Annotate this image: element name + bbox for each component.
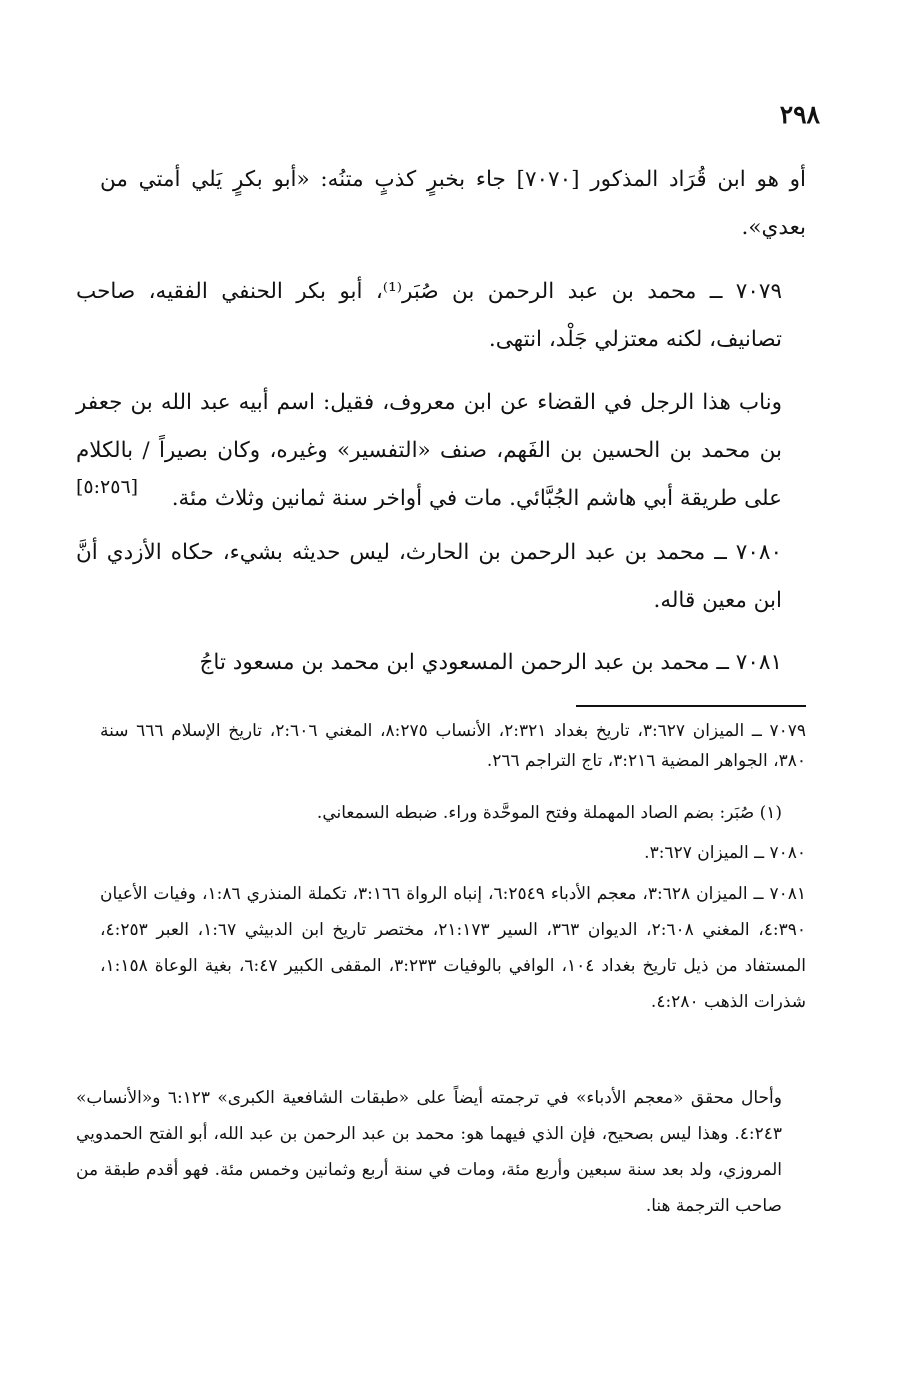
- margin-reference: [٥:٢٥٦]: [76, 476, 139, 498]
- footnote-note: وأحال محقق «معجم الأدباء» في ترجمته أيضاً على «طبقات الشافعية الكبرى» ٦:١٢٣ و«الأنساب» ٤:٢٤٣. وهذا ليس بصحيح، فإن الذي فيهما هو: محمد بن عبد الرحمن بن عبد الله، أبو الفتح الحمدويي المروزي، ولد بعد سنة سبعين وأربع مئة، ومات في سنة أربع وثمانين وخمس مئة. فهو أقدم طبقة من صاحب الترجمة هنا.: [76, 1088, 782, 1216]
- page-number: ٢٩٨: [779, 100, 820, 129]
- entry-7080: ٧٠٨٠ ــ محمد بن عبد الرحمن بن الحارث، ليس حديثه بشيء، حكاه الأزدي أنَّ ابن معين قاله.: [76, 540, 782, 613]
- paragraph-1: أو هو ابن قُرَاد المذكور [٧٠٧٠] جاء بخبرٍ كذبٍ متنُه: «أبو بكرٍ يَلي أمتي من بعدي».: [100, 167, 807, 240]
- paragraph-3: وناب هذا الرجل في القضاء عن ابن معروف، فقيل: اسم أبيه عبد الله بن جعفر بن محمد بن الحسين بن الفَهم، صنف «التفسير» وغيره، وكان بصيراً / بالكلام على طريقة أبي هاشم الجُبَّائي. مات في أواخر سنة ثمانين وثلاث مئة.: [76, 390, 782, 511]
- footnote-divider: [576, 705, 806, 707]
- footnote-7080: ٧٠٨٠ ــ الميزان ٣:٦٢٧.: [644, 843, 806, 863]
- entry-7081: ٧٠٨١ ــ محمد بن عبد الرحمن المسعودي ابن محمد بن مسعود تاجُ: [199, 650, 782, 675]
- footnote-1: (١) صُبَر: بضم الصاد المهملة وفتح الموحَّدة وراء. ضبطه السمعاني.: [316, 803, 782, 823]
- footnote-7081: ٧٠٨١ ــ الميزان ٣:٦٢٨، معجم الأدباء ٦:٢٥٤٩، إنباه الرواة ٣:١٦٦، تكملة المنذري ١:٨٦، وفيات الأعيان ٤:٣٩٠، المغني ٢:٦٠٨، الديوان ٣٦٣، السير ٢١:١٧٣، مختصر تاريخ ابن الدبيثي ١:٦٧، العبر ٤:٢٥٣، المستفاد من ذيل تاريخ بغداد ١٠٤، الوافي بالوفيات ٣:٢٣٣، المقفى الكبير ٦:٤٧، بغية الوعاة ١:١٥٨، شذرات الذهب ٤:٢٨٠.: [100, 884, 807, 1012]
- footnote-7079: ٧٠٧٩ ــ الميزان ٣:٦٢٧، تاريخ بغداد ٢:٣٢١، الأنساب ٨:٢٧٥، المغني ٢:٦٠٦، تاريخ الإسلام ٦٦٦ سنة ٣٨٠، الجواهر المضية ٣:٢١٦، تاج التراجم ٢٦٦.: [100, 721, 807, 771]
- entry-7079: ٧٠٧٩ ــ محمد بن عبد الرحمن بن صُبَر⁽¹⁾، أبو بكر الحنفي الفقيه، صاحب تصانيف، لكنه معتزلي جَلْد، انتهى.: [76, 279, 782, 352]
